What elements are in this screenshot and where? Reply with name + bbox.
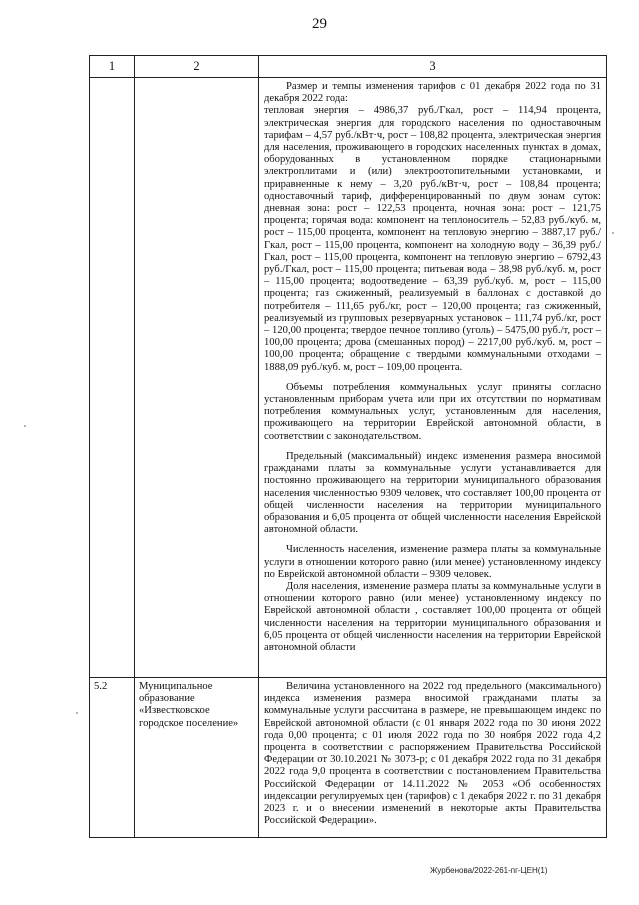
paragraph: Размер и темпы изменения тарифов с 01 декабря 2022 года по 31 декабря 2022 года: bbox=[264, 81, 601, 105]
paragraph: Объемы потребления коммунальных услуг приняты согласно установленным приборам учета или при их отсутствии по нормативам потребления коммунальных услуг, установленным для населения, проживающего на территории Еврейской автономной области, в соответствии с законодательством. bbox=[264, 381, 601, 442]
header-col-1: 1 bbox=[90, 56, 135, 78]
header-col-2: 2 bbox=[135, 56, 259, 78]
paragraph: Предельный (максимальный) индекс изменения размера вносимой гражданами платы за коммунальные услуги устанавливается для постоянно проживающего на территории муниципального образования населения численностью 9309 человек, что составляет 100,00 процента от общей численности населения на территории муниципального образования и 6,05 процента от общей численности населения Еврейской автономной области. bbox=[264, 450, 601, 536]
row-number bbox=[90, 78, 135, 678]
paragraph: Доля населения, изменение размера платы за коммунальные услуги в отношении которого равно (или менее) установленному индексу по Еврейской автономной области , составляет 100,00 процента от общей численности населения на территории муниципального образования и 6,05 процента от общей численности населения на территории Еврейской автономной области bbox=[264, 580, 601, 653]
scan-speck bbox=[76, 712, 78, 714]
scan-speck bbox=[24, 425, 26, 427]
municipality-name: Муниципальное образование «Известковское городское поселение» bbox=[135, 678, 259, 838]
paragraph: тепловая энергия – 4986,37 руб./Гкал, рост – 114,94 процента, электрическая энергия для городского населения по одноставочным тарифам – 4,57 руб./кВт·ч, рост – 108,82 процента, электрическая энергия для населения, проживающего в городских населенных пунктах в домах, оборудованных в установленном порядке стационарными электроплитами и (или) электроотопительными установками, и приравненные к нему – 3,20 руб./кВт·ч, рост – 108,84 процента; одноставочный тариф, дифференцированный по двум зонам суток: дневная зона: рост – 122,53 процента, ночная зона: рост – 121,75 процента; горячая вода: компонент на теплоноситель – 52,83 руб./куб. м, рост – 115,00 процента, компонент на тепловую энергию – 3887,17 руб./Гкал, рост – 115,00 процента, компонент на холодную воду – 36,39 руб./Гкал, рост – 115,00 процента, компонент на тепловую энергию – 6792,43 руб./Гкал, рост – 115,00 процента; питьевая вода – 38,98 руб./куб. м, рост – 115,00 процента; водоотведение – 63,39 руб./куб. м, рост – 115,00 процента; газ сжиженный, реализуемый в баллонах с доставкой до потребителя – 111,65 руб./кг, рост – 120,00 процента; газ сжиженный, реализуемый из групповых резервуарных установок – 111,74 руб./кг, рост – 120,00 процента; твердое печное топливо (уголь) – 5475,00 руб./т, рост – 100,00 процента; дрова (смешанных пород) – 2217,00 руб./куб. м, рост – 100,00 процента; обращение с твердыми коммунальными отходами – 1888,09 руб./куб. м, рост – 109,00 процента. bbox=[264, 105, 601, 373]
index-description bbox=[259, 678, 607, 838]
tariff-description bbox=[259, 78, 607, 678]
row-number: 5.2 bbox=[90, 678, 135, 838]
table-row bbox=[90, 678, 607, 838]
footer-document-code: Журбенова/2022-261-пг-ЦЕН(1) bbox=[430, 866, 548, 875]
header-col-3: 3 bbox=[259, 56, 607, 78]
document-table bbox=[89, 55, 607, 838]
table-row bbox=[90, 78, 607, 678]
page-number: 29 bbox=[312, 16, 327, 32]
paragraph: Величина установленного на 2022 год предельного (максимального) индекса изменения размера вносимой гражданами платы за коммунальные услуги рассчитана в размере, не превышающем индекс по Еврейской автономной области (с 01 января 2022 года по 30 июня 2022 года 0,00 процента; с 01 июля 2022 года по 30 ноября 2022 года 4,2 процента в соответствии с распоряжением Правительства Российской Федерации от 30.10.2021 № 3073-р; с 01 декабря 2022 года по 31 декабря 2022 года 9,0 процента в соответствии с постановлением Правительства Российской Федерации от 14.11.2022 № 2053 «Об особенностях индексации регулируемых цен (тарифов) с 1 декабря 2022 г. по 31 декабря 2023 г. и о внесении изменений в некоторые акты Правительства Российской Федерации». bbox=[264, 681, 601, 827]
scan-speck bbox=[612, 232, 614, 234]
paragraph: Численность населения, изменение размера платы за коммунальные услуги в отношении которого равно (или менее) установленному индексу по Еврейской автономной области – 9309 человек. bbox=[264, 544, 601, 580]
table-header-row bbox=[90, 56, 607, 78]
municipality-name bbox=[135, 78, 259, 678]
